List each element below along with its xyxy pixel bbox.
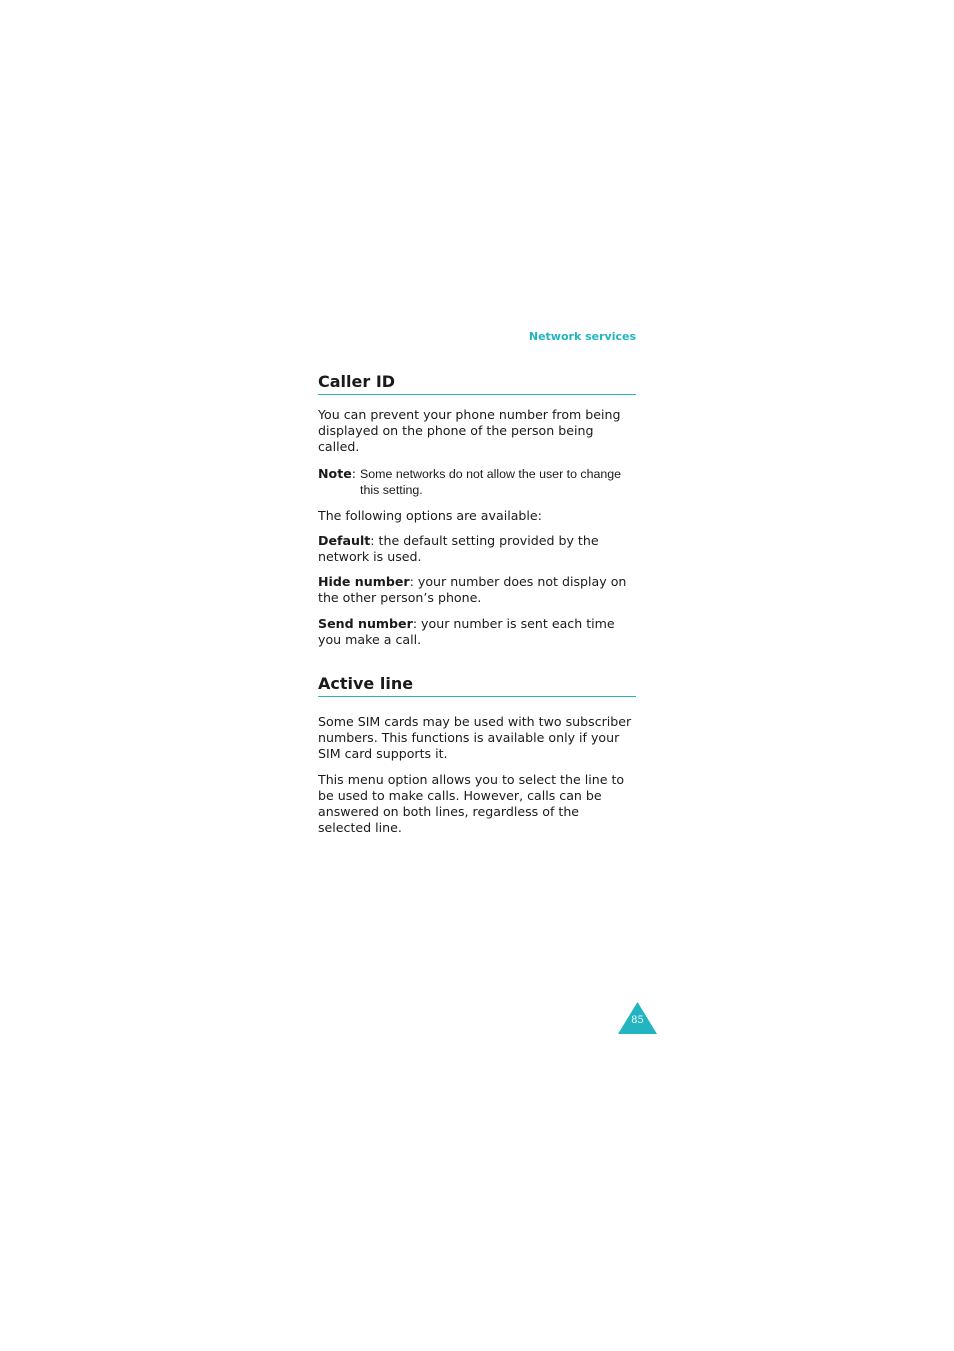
page-number-badge (618, 1002, 657, 1034)
option-send-number (318, 616, 636, 648)
option-description: : your number is sent each time you make a call. (318, 616, 615, 647)
caller-id-intro: You can prevent your phone number from being displayed on the phone of the person being called. (318, 407, 621, 454)
active-line-paragraph-1: Some SIM cards may be used with two subscriber numbers. This functions is available only if your SIM card supports it. (318, 714, 632, 761)
active-line-title: Active line (318, 674, 636, 697)
note-text: Some networks do not allow the user to change this setting. (360, 467, 622, 497)
caller-id-note (318, 466, 636, 498)
note-label: Note (318, 466, 352, 481)
options-intro: The following options are available: (318, 508, 542, 523)
option-description: : your number does not display on the other person’s phone. (318, 574, 627, 605)
option-description: : the default setting provided by the network is used. (318, 533, 599, 564)
note-colon: : (351, 466, 361, 481)
active-line-paragraph-2: This menu option allows you to select the line to be used to make calls. However, calls can be answered on both lines, regardless of the selected line. (318, 772, 625, 835)
option-name: Default (318, 533, 371, 548)
option-name: Send number (318, 616, 413, 631)
option-name: Hide number (318, 574, 410, 589)
page-number: 85 (631, 1015, 644, 1026)
caller-id-section (318, 372, 636, 648)
active-line-section (318, 674, 636, 836)
option-hide-number (318, 574, 636, 606)
caller-id-title: Caller ID (318, 372, 636, 395)
running-header: Network services (528, 330, 636, 343)
option-default (318, 533, 636, 565)
